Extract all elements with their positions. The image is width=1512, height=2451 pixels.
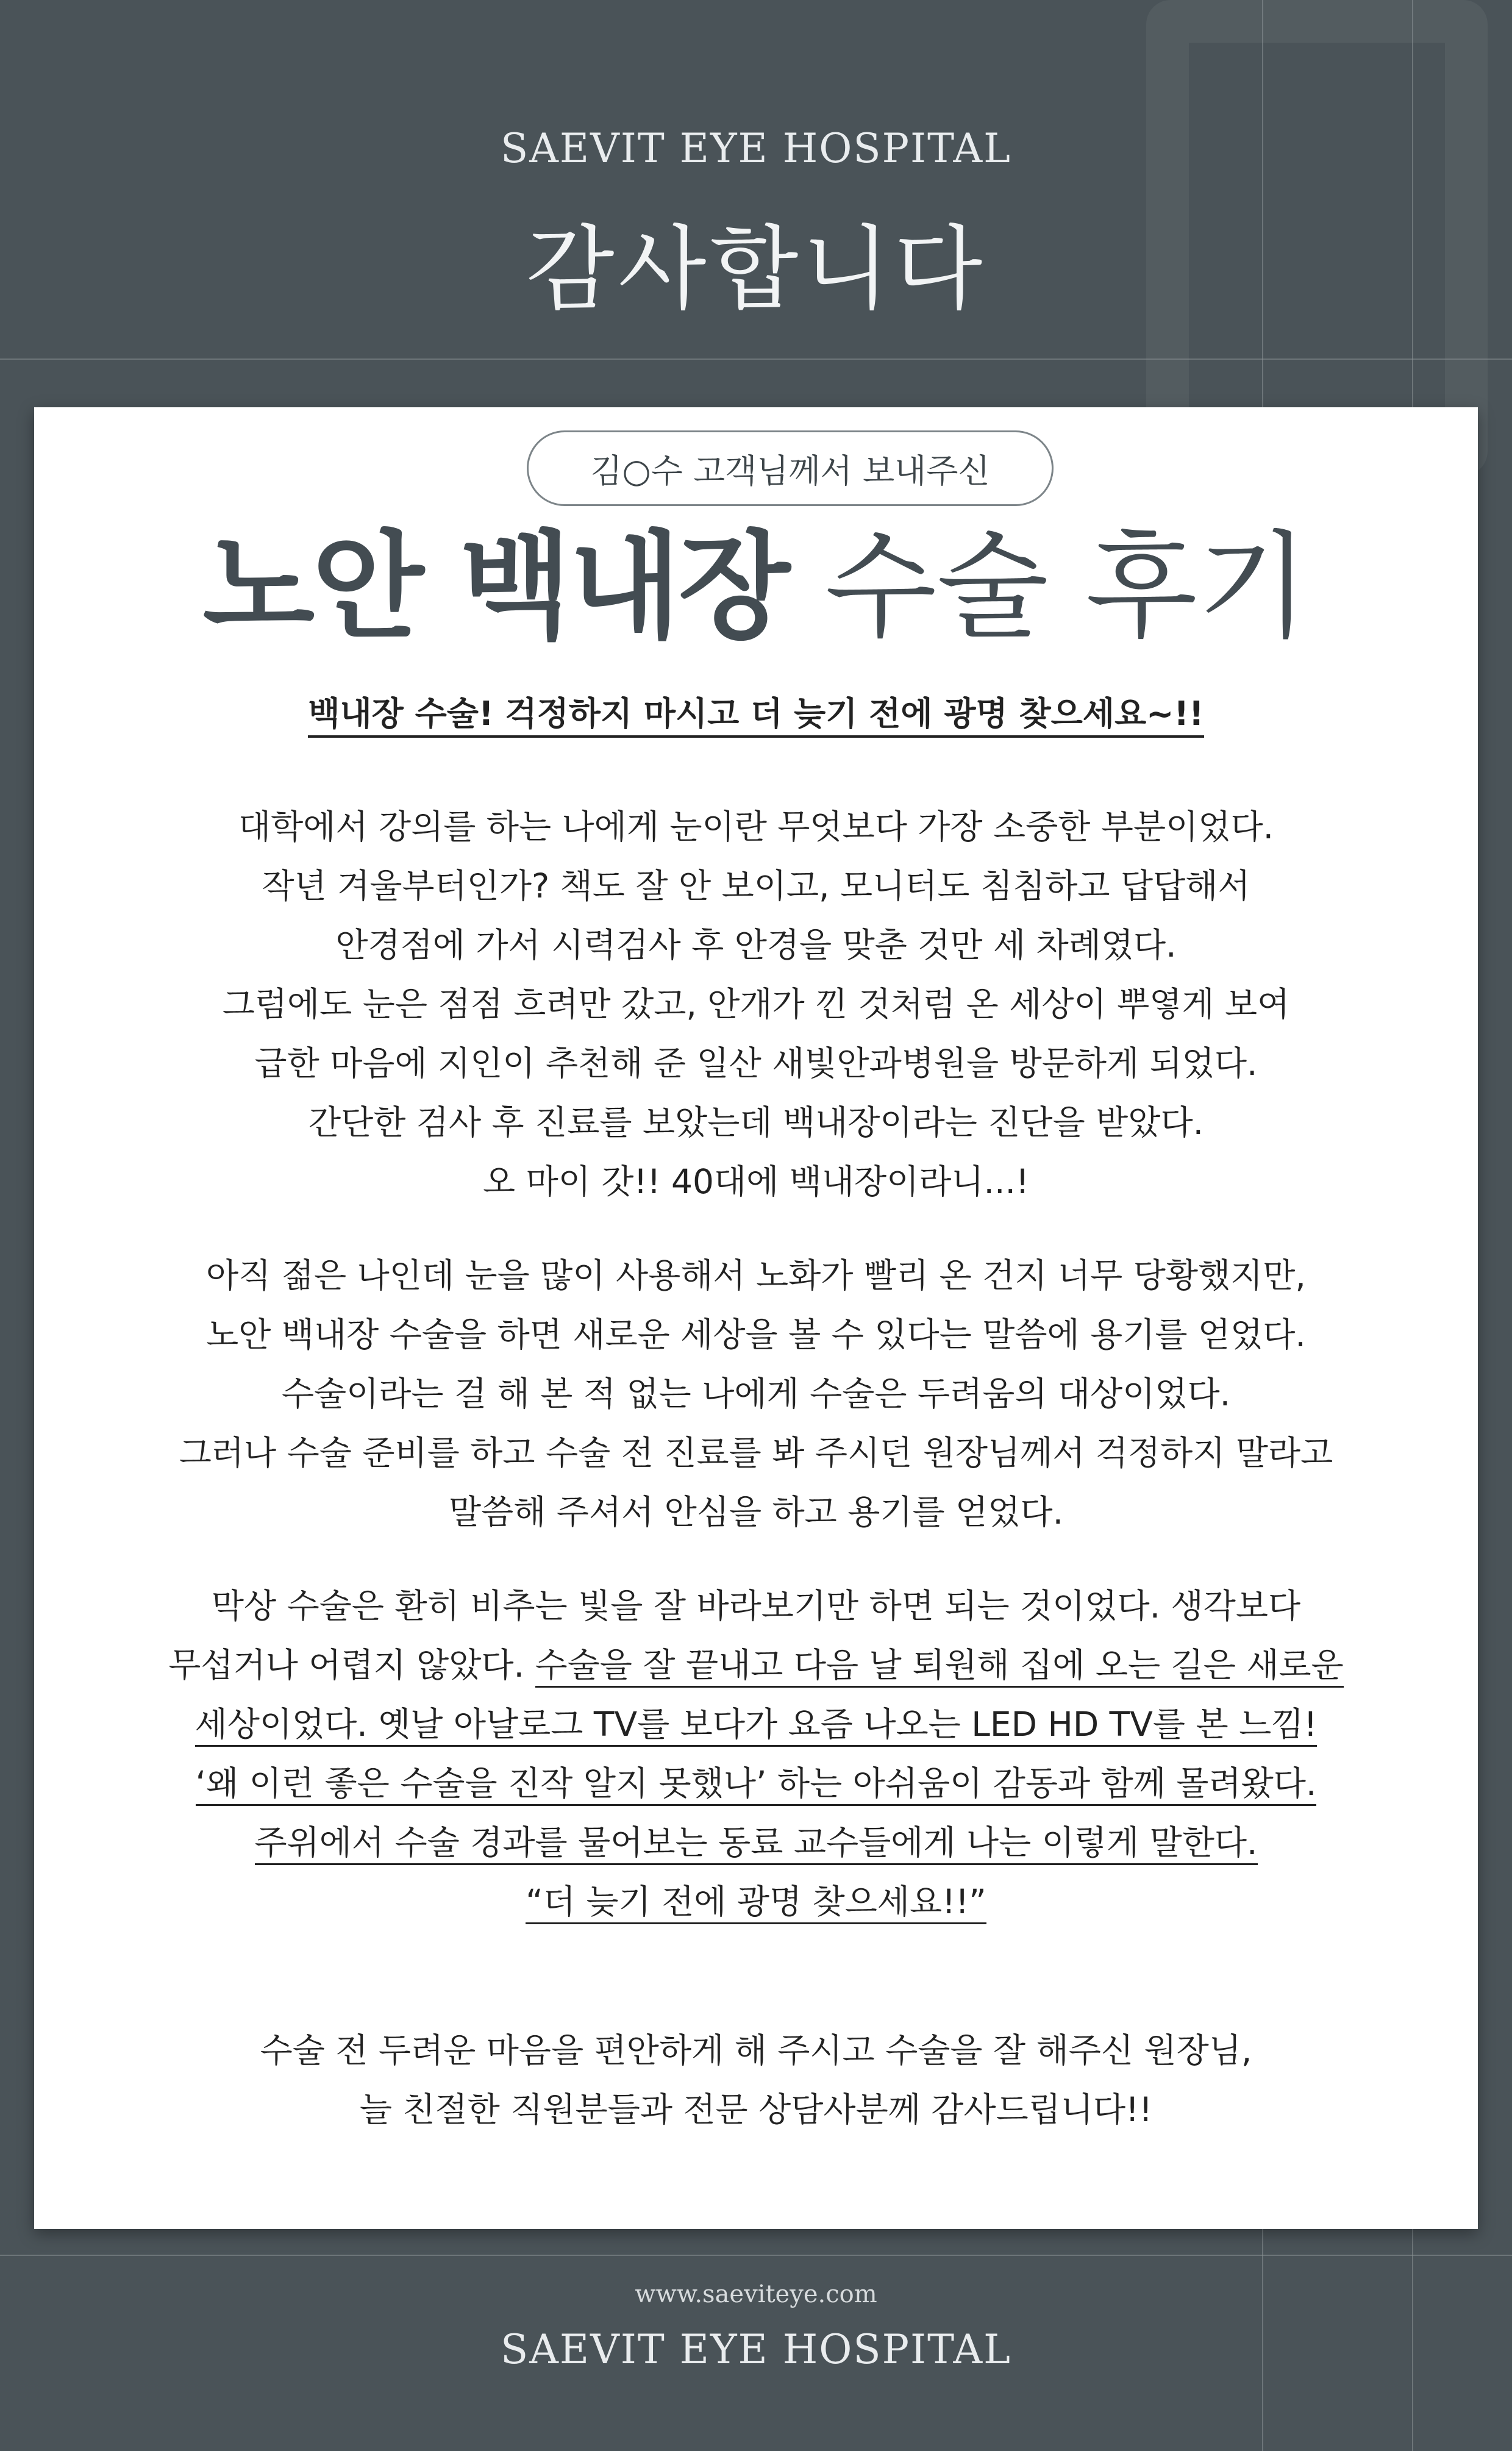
paragraph-line: 대학에서 강의를 하는 나에게 눈이란 무엇보다 가장 소중한 부분이었다.	[238, 807, 1274, 846]
header-brand: SAEVIT EYE HOSPITAL	[501, 125, 1011, 172]
paragraph-line: 늘 친절한 직원분들과 전문 상담사분께 감사드립니다!!	[359, 2090, 1153, 2129]
paragraph-3	[34, 1577, 1478, 1932]
sender-pill-text: 김○수 고객님께서 보내주신	[590, 451, 990, 490]
paragraph-line: 말씀해 주셔서 안심을 하고 용기를 얻었다.	[448, 1493, 1064, 1532]
paragraph-line: 오 마이 갓!! 40대에 백내장이라니...!	[482, 1162, 1030, 1201]
paragraph-line: 막상 수술은 환히 비추는 빛을 잘 바라보기만 하면 되는 것이었다. 생각보다	[211, 1586, 1301, 1625]
underlined-text: 수술을 잘 끝내고 다음 날 퇴원해 집에 오는 길은 새로운	[535, 1646, 1344, 1688]
paragraph-line-underlined	[34, 1872, 1478, 1932]
paragraph-line: 수술이라는 걸 해 본 적 없는 나에게 수술은 두려움의 대상이었다.	[281, 1374, 1231, 1413]
review-title	[34, 517, 1478, 657]
paragraph-line: 아직 젊은 나인데 눈을 많이 사용해서 노화가 빨리 온 건지 너무 당황했지만,	[206, 1256, 1306, 1295]
paragraph-line: 그러나 수술 준비를 하고 수술 전 진료를 봐 주시던 원장님께서 걱정하지 말라고	[179, 1433, 1333, 1472]
paragraph-line: 수술 전 두려운 마음을 편안하게 해 주시고 수술을 잘 해주신 원장님,	[260, 2031, 1252, 2070]
paragraph-4	[34, 2021, 1478, 2139]
decor-line-horizontal-top	[0, 359, 1512, 360]
paragraph-line: 작년 겨울부터인가? 책도 잘 안 보이고, 모니터도 침침하고 답답해서	[262, 866, 1250, 905]
underlined-text: ‘왜 이런 좋은 수술을 진작 알지 못했나’ 하는 아쉬움이 감동과 함께 몰려왔다.	[196, 1764, 1317, 1806]
paragraph-line-mixed	[34, 1636, 1478, 1695]
paragraph-line: 간단한 검사 후 진료를 보았는데 백내장이라는 진단을 받았다.	[308, 1103, 1204, 1142]
underlined-text: 세상이었다. 옛날 아날로그 TV를 보다가 요즘 나오는 LED HD TV를 본 느낌!	[195, 1705, 1318, 1747]
footer-brand: SAEVIT EYE HOSPITAL	[501, 2326, 1011, 2373]
decor-line-horizontal-bottom	[0, 2255, 1512, 2256]
review-title-bold: 노안 백내장	[202, 519, 788, 654]
review-title-light: 수술 후기	[824, 519, 1310, 654]
paragraph-line: 안경점에 가서 시력검사 후 안경을 맞춘 것만 세 차례였다.	[335, 926, 1177, 965]
underlined-text: 주위에서 수술 경과를 물어보는 동료 교수들에게 나는 이렇게 말한다.	[255, 1823, 1258, 1865]
header-title: 감사합니다	[526, 216, 986, 323]
review-card	[34, 407, 1478, 2229]
paragraph-line-underlined	[34, 1754, 1478, 1813]
review-headline-text: 백내장 수술! 걱정하지 마시고 더 늦기 전에 광명 찾으세요~!!	[308, 694, 1204, 738]
paragraph-line: 급한 마음에 지인이 추천해 준 일산 새빛안과병원을 방문하게 되었다.	[254, 1044, 1258, 1083]
paragraph-line-underlined	[34, 1813, 1478, 1872]
sender-pill	[527, 430, 1054, 506]
review-headline	[34, 688, 1478, 735]
paragraph-text: 무섭거나 어렵지 않았다.	[168, 1646, 535, 1685]
footer-website-link[interactable]: www.saeviteye.com	[635, 2280, 877, 2308]
paragraph-line: 노안 백내장 수술을 하면 새로운 세상을 볼 수 있다는 말씀에 용기를 얻었다.	[206, 1315, 1306, 1354]
paragraph-1	[34, 797, 1478, 1211]
paragraph-line-underlined	[34, 1695, 1478, 1754]
underlined-text: “더 늦기 전에 광명 찾으세요!!”	[526, 1882, 986, 1924]
paragraph-2	[34, 1246, 1478, 1542]
paragraph-line: 그럼에도 눈은 점점 흐려만 갔고, 안개가 낀 것처럼 온 세상이 뿌옇게 보여	[222, 985, 1290, 1024]
